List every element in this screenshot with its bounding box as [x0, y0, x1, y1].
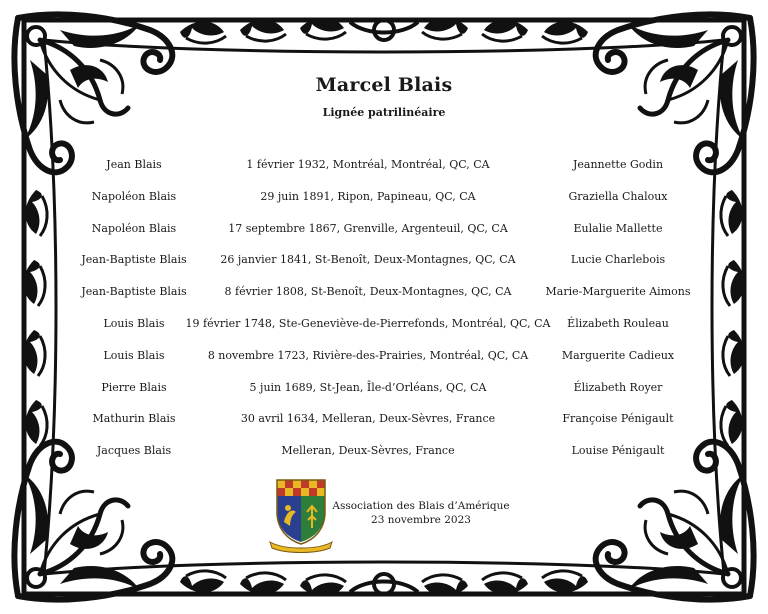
- lineage-row: [0, 150, 768, 182]
- lineage-row: [0, 277, 768, 309]
- marriage-details: 17 septembre 1867, Grenville, Argenteuil, QC, CA: [228, 221, 508, 235]
- marriage-details: 8 février 1808, St-Benoît, Deux-Montagnes, QC, CA: [224, 285, 512, 299]
- father-name: Jacques Blais: [96, 444, 172, 458]
- marriage-details: Melleran, Deux-Sèvres, France: [281, 444, 455, 458]
- mother-name: Marguerite Cadieux: [561, 348, 675, 362]
- page-title: Marcel Blais: [315, 74, 453, 96]
- marriage-details: 26 janvier 1841, St-Benoît, Deux-Montagnes, QC, CA: [220, 253, 516, 267]
- father-name: Jean-Baptiste Blais: [81, 253, 187, 267]
- marriage-details: 30 avril 1634, Melleran, Deux-Sèvres, France: [240, 412, 496, 426]
- lineage-row: [0, 182, 768, 214]
- mother-name: Marie-Marguerite Aimons: [545, 285, 691, 299]
- lineage-row: [0, 404, 768, 436]
- mother-name: Élizabeth Royer: [573, 380, 663, 394]
- father-name: Pierre Blais: [101, 380, 167, 394]
- father-name: Mathurin Blais: [92, 412, 176, 426]
- mother-name: Jeannette Godin: [572, 158, 664, 171]
- association-block: [326, 499, 516, 527]
- father-name: Jean Blais: [106, 158, 162, 171]
- marriage-details: 5 juin 1689, St-Jean, Île-d’Orléans, QC, CA: [249, 380, 487, 394]
- mother-name: Eulalie Mallette: [573, 221, 663, 235]
- father-name: Jean-Baptiste Blais: [81, 285, 187, 299]
- lineage-row: [0, 341, 768, 373]
- marriage-details: 29 juin 1891, Ripon, Papineau, QC, CA: [260, 189, 476, 203]
- marriage-details: 8 novembre 1723, Rivière-des-Prairies, Montréal, QC, CA: [207, 348, 529, 362]
- father-name: Napoléon Blais: [91, 189, 177, 203]
- father-name: Louis Blais: [103, 348, 165, 362]
- document-date: 23 novembre 2023: [371, 514, 471, 526]
- father-name: Louis Blais: [103, 316, 165, 330]
- mother-name: Lucie Charlebois: [570, 253, 666, 267]
- mother-name: Louise Pénigault: [571, 444, 665, 458]
- mother-name: Graziella Chaloux: [568, 189, 668, 203]
- lineage-row: [0, 373, 768, 405]
- lineage-row: [0, 309, 768, 341]
- marriage-details: 19 février 1748, Ste-Geneviève-de-Pierrefonds, Montréal, QC, CA: [185, 316, 551, 330]
- mother-name: Françoise Pénigault: [562, 412, 674, 426]
- lineage-list: [0, 150, 768, 468]
- lineage-row: [0, 245, 768, 277]
- lineage-row: [0, 436, 768, 468]
- association-name: Association des Blais d’Amérique: [332, 500, 510, 512]
- lineage-row: [0, 214, 768, 246]
- marriage-details: 1 février 1932, Montréal, Montréal, QC, CA: [246, 158, 490, 171]
- mother-name: Élizabeth Rouleau: [567, 316, 669, 330]
- father-name: Napoléon Blais: [91, 221, 177, 235]
- page-subtitle: Lignée patrilinéaire: [322, 106, 446, 119]
